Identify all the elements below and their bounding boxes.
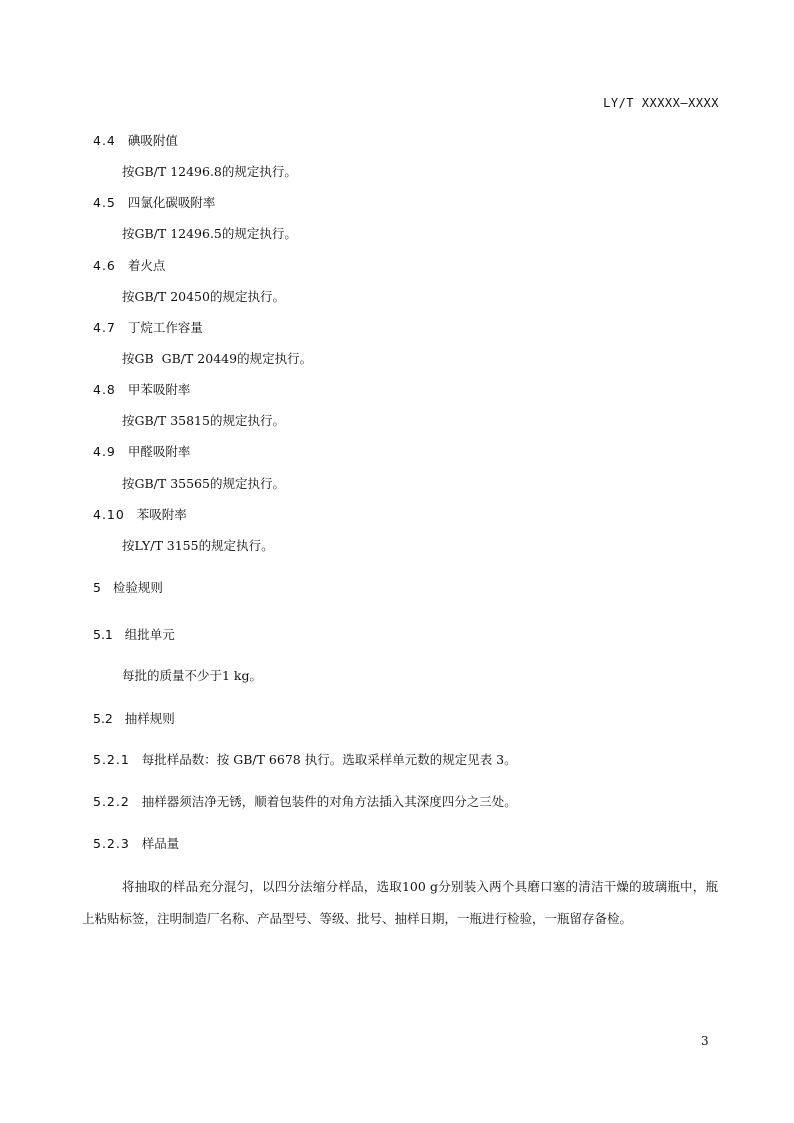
clause-body-4-8: 按GB/T 35815的规定执行。 bbox=[122, 413, 285, 428]
clause-heading-4-6: 4.6 着火点 bbox=[93, 258, 166, 273]
clause-body-5-1: 每批的质量不少于1 kg。 bbox=[122, 668, 263, 683]
clause-heading-4-9: 4.9 甲醛吸附率 bbox=[93, 444, 191, 459]
clause-body-4-6: 按GB/T 20450的规定执行。 bbox=[122, 289, 285, 304]
clause-heading-4-7: 4.7 丁烷工作容量 bbox=[93, 320, 203, 335]
clause-heading-5-2: 5.2 抽样规则 bbox=[93, 711, 175, 726]
clause-5-2-1: 5.2.1 每批样品数：按 GB/T 6678 执行。选取采样单元数的规定见表 3。 bbox=[93, 752, 517, 767]
clause-heading-5-1: 5.1 组批单元 bbox=[93, 627, 175, 642]
document-code: LY/T XXXXX—XXXX bbox=[603, 96, 719, 110]
clause-body-5-2-3: 将抽取的样品充分混匀，以四分法缩分样品，选取100 g分别装入两个具磨口塞的清洁干燥的玻璃瓶中，瓶上粘贴标签，注明制造厂名称、产品型号、等级、批号、抽样日期，一瓶进行检验，一瓶留存备检。 bbox=[82, 879, 718, 926]
clause-body-4-4: 按GB/T 12496.8的规定执行。 bbox=[122, 164, 297, 179]
clause-heading-4-5: 4.5 四氯化碳吸附率 bbox=[93, 195, 216, 210]
clause-heading-4-10: 4.10 苯吸附率 bbox=[93, 507, 187, 522]
clause-heading-4-4: 4.4 碘吸附值 bbox=[93, 133, 178, 148]
clause-body-4-9: 按GB/T 35565的规定执行。 bbox=[122, 476, 285, 491]
clause-body-4-7: 按GB GB/T 20449的规定执行。 bbox=[122, 351, 313, 366]
clause-heading-4-8: 4.8 甲苯吸附率 bbox=[93, 382, 191, 397]
section-heading-5: 5 检验规则 bbox=[93, 580, 163, 595]
clause-body-4-10: 按LY/T 3155的规定执行。 bbox=[122, 538, 274, 553]
clause-body-4-5: 按GB/T 12496.5的规定执行。 bbox=[122, 226, 297, 241]
clause-heading-5-2-3: 5.2.3 样品量 bbox=[93, 836, 180, 851]
page-number: 3 bbox=[701, 1034, 709, 1048]
clause-5-2-2: 5.2.2 抽样器须洁净无锈，顺着包装件的对角方法插入其深度四分之三处。 bbox=[93, 794, 517, 809]
